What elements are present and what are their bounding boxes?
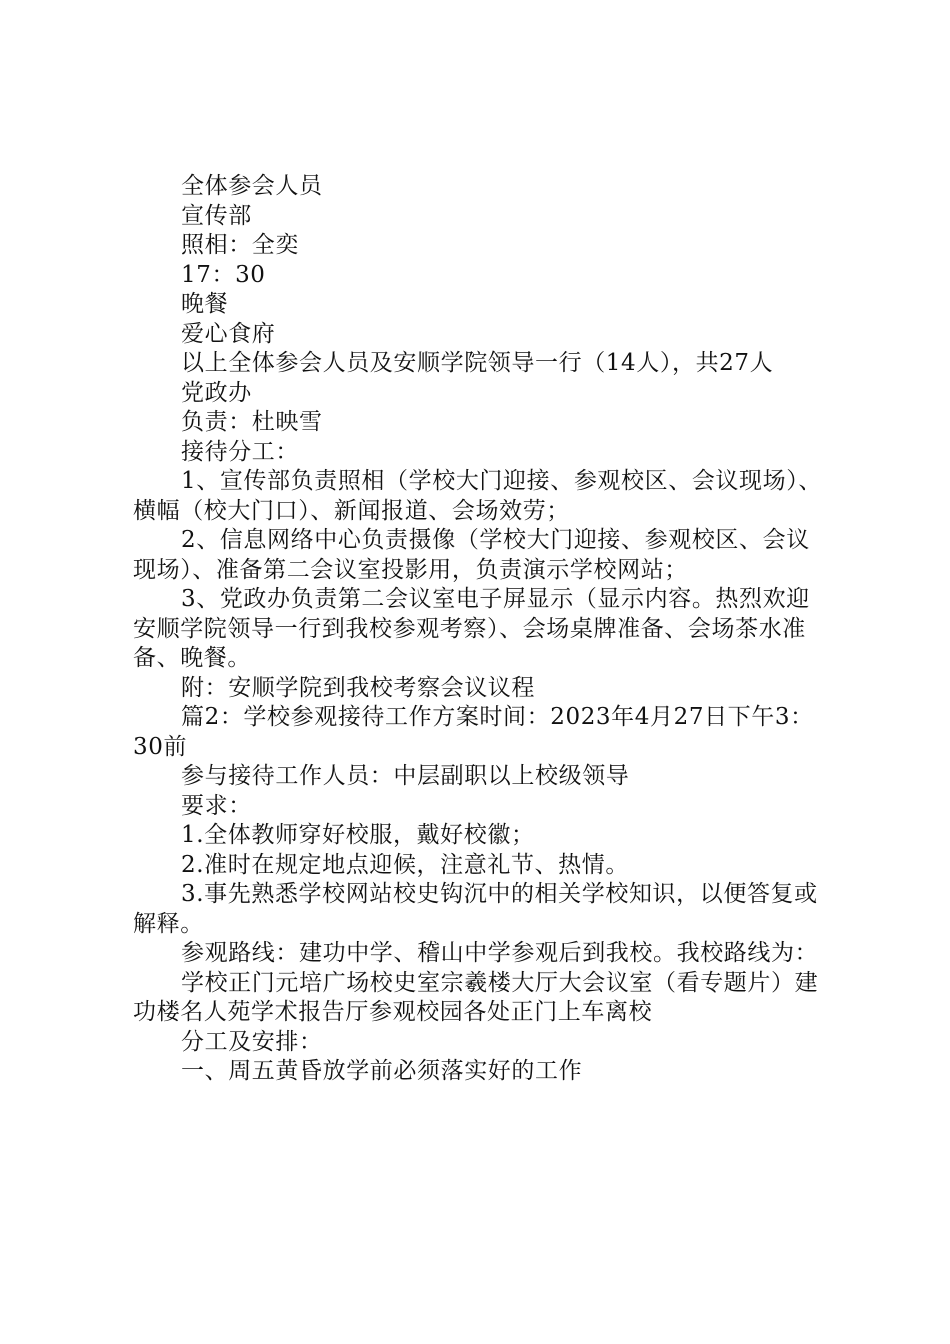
paragraph: 要求： (181, 792, 252, 819)
paragraph: 3、党政办负责第二会议室电子屏显示（显示内容。热烈欢迎安顺学院领导一行到我校参观考察）、会场桌牌准备、会场茶水准备、晚餐。 (133, 586, 810, 671)
paragraph: 学校正门元培广场校史室宗羲楼大厅大会议室（看专题片）建功楼名人苑学术报告厅参观校园各处正门上车离校 (133, 969, 819, 1025)
paragraph: 2.准时在规定地点迎候，注意礼节、热情。 (181, 851, 629, 878)
paragraph: 一、周五黄昏放学前必须落实好的工作 (181, 1058, 583, 1084)
paragraph: 17：30 (181, 261, 266, 288)
paragraph: 参与接待工作人员：中层副职以上校级领导 (181, 763, 630, 789)
paragraph: 3.事先熟悉学校网站校史钩沉中的相关学校知识，以便答复或解释。 (133, 881, 818, 937)
paragraph: 分工及安排： (181, 1028, 323, 1055)
paragraph: 党政办 (181, 379, 252, 406)
paragraph: 宣传部 (181, 202, 252, 229)
paragraph: 附：安顺学院到我校考察会议议程 (181, 674, 535, 701)
paragraph: 接待分工： (181, 438, 299, 465)
paragraph: 晚餐 (181, 291, 229, 317)
document-body (133, 172, 823, 1087)
paragraph: 2、信息网络中心负责摄像（学校大门迎接、参观校区、会议现场）、准备第二会议室投影用，负责演示学校网站； (133, 527, 810, 583)
paragraph: 以上全体参会人员及安顺学院领导一行（14人），共27人 (181, 350, 774, 376)
paragraph: 全体参会人员 (181, 173, 323, 199)
paragraph: 1.全体教师穿好校服，戴好校徽； (181, 822, 535, 848)
paragraph: 1、宣传部负责照相（学校大门迎接、参观校区、会议现场）、横幅（校大门口）、新闻报道、会场效劳； (133, 468, 822, 524)
paragraph: 爱心食府 (181, 320, 276, 347)
paragraph: 篇2：学校参观接待工作方案时间：2023年4月27日下午3：30前 (133, 704, 814, 760)
paragraph: 负责：杜映雪 (181, 409, 323, 435)
paragraph: 参观路线：建功中学、稽山中学参观后到我校。我校路线为： (181, 940, 819, 966)
paragraph: 照相：全奕 (181, 232, 299, 258)
